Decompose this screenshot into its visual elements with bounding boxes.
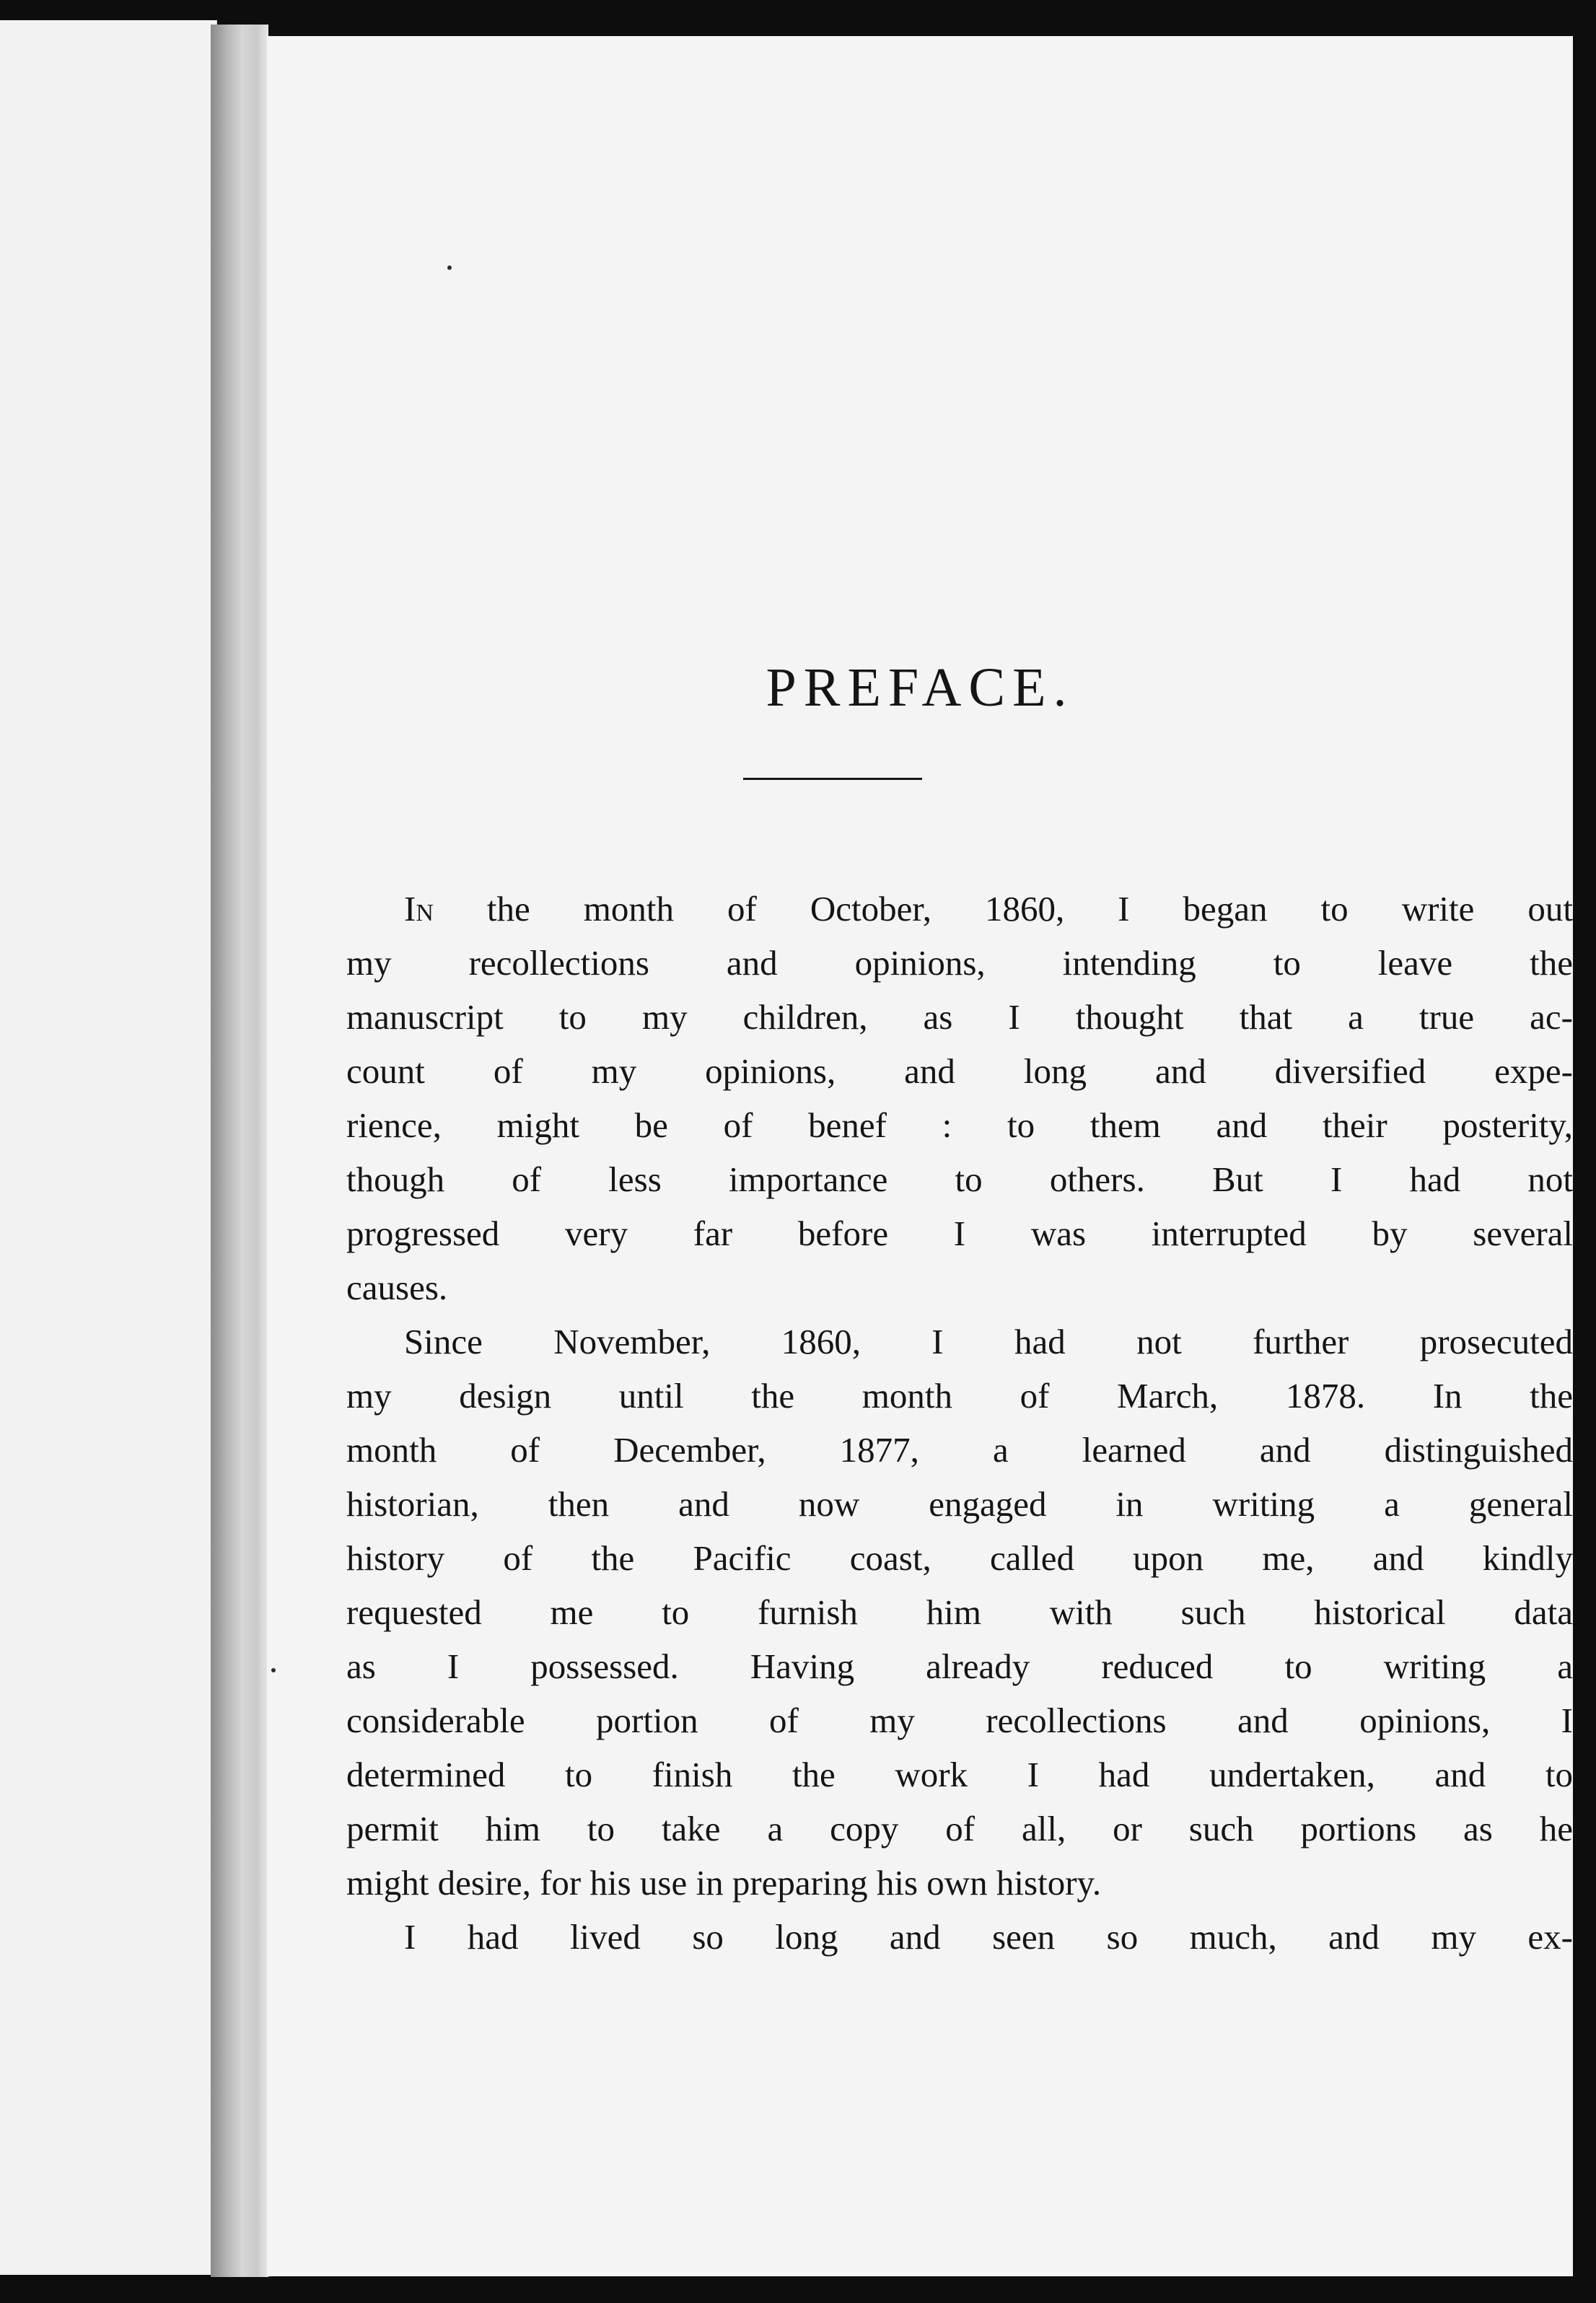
text-line: progressed very far before I was interrupted by several xyxy=(346,1214,1573,1253)
text-line: as I possessed. Having already reduced to writing a xyxy=(346,1646,1573,1686)
text-line: my recollections and opinions, intending to leave the xyxy=(346,943,1573,983)
text-line: my design until the month of March, 1878. In the xyxy=(346,1376,1573,1416)
text-line: rience, might be of benef : to them and their posterity, xyxy=(346,1105,1573,1145)
lead-word: In xyxy=(404,889,434,929)
body-text xyxy=(346,882,1573,1964)
print-speck xyxy=(447,266,452,270)
page-title: PREFACE. xyxy=(766,657,1074,718)
print-speck xyxy=(271,1668,276,1672)
paragraph-3 xyxy=(346,1910,1573,1964)
paragraph-1 xyxy=(346,882,1573,1315)
book-page xyxy=(267,36,1573,2276)
text-line: count of my opinions, and long and diversified expe- xyxy=(346,1051,1573,1091)
text-line: manuscript to my children, as I thought that a true ac- xyxy=(346,997,1573,1037)
text-line: I had lived so long and seen so much, and my ex- xyxy=(404,1917,1573,1957)
text-line: month of December, 1877, a learned and distinguished xyxy=(346,1430,1573,1470)
facing-page xyxy=(0,20,217,2275)
text-line: causes. xyxy=(346,1268,448,1307)
text-line: Since November, 1860, I had not further prosecuted xyxy=(404,1322,1573,1361)
text-line: might desire, for his use in preparing his own history. xyxy=(346,1863,1102,1903)
text-line: permit him to take a copy of all, or such portions as he xyxy=(346,1809,1573,1848)
text-line: historian, then and now engaged in writing a general xyxy=(346,1484,1573,1524)
text-line: history of the Pacific coast, called upon me, and kindly xyxy=(346,1538,1573,1578)
text-line: In the month of October, 1860, I began to write out xyxy=(404,889,1573,929)
text-line: considerable portion of my recollections and opinions, I xyxy=(346,1701,1573,1740)
text-line: requested me to furnish him with such historical data xyxy=(346,1592,1573,1632)
spine-shadow xyxy=(211,25,268,2277)
text-line: though of less importance to others. But I had not xyxy=(346,1159,1573,1199)
title-rule xyxy=(743,778,922,780)
paragraph-2 xyxy=(346,1315,1573,1910)
text-line: determined to finish the work I had undertaken, and to xyxy=(346,1755,1573,1794)
